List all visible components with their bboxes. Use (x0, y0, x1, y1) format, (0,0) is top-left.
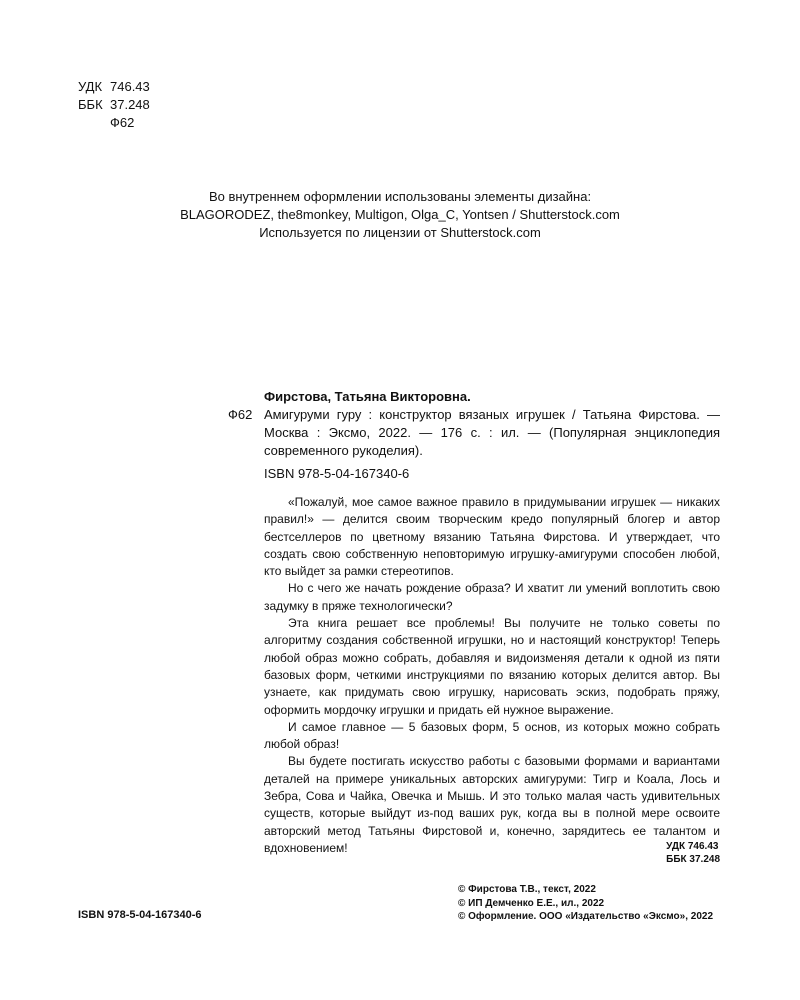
annotation-paragraph: Но с чего же начать рождение образа? И хватит ли умений воплотить свою задумку в пряже технологически? (264, 581, 720, 613)
bbk-value: 37.248 (110, 97, 150, 112)
bbk-label: ББК (78, 97, 103, 112)
author-mark: Ф62 (110, 115, 135, 130)
card-description: Амигуруми гуру : конструктор вязаных игрушек / Татьяна Фирстова. — Москва : Эксмо, 2022. — 176 с. : ил. — (Популярная энциклопедия современного рукоделия). (264, 407, 720, 458)
card-author: Фирстова, Татьяна Викторовна. (264, 389, 471, 404)
copyright-line: © Оформление. ООО «Издательство «Эксмо», 2022 (458, 911, 714, 922)
design-credit (150, 188, 650, 242)
card-body (228, 406, 720, 460)
catalog-card (228, 388, 720, 483)
classification-bottom (666, 840, 720, 866)
annotation-paragraph: Эта книга решает все проблемы! Вы получите не только советы по алгоритму создания собственной игрушки, но и настоящий конструктор! Теперь любой образ можно собрать, добавляя и видоизменяя детали к одной из пяти базовых форм, четкими инструкциями по вязанию которых делится автор. Вы узнаете, как придумать свою игрушку, нарисовать эскиз, подобрать пряжу, оформить мордочку игрушки и придать ей нужное выражение. (264, 616, 720, 717)
udk-value: 746.43 (110, 79, 150, 94)
design-credit-line: Во внутреннем оформлении использованы элементы дизайна: (208, 189, 592, 204)
design-credit-line: Используется по лицензии от Shutterstock.com (259, 225, 541, 240)
annotation (264, 494, 720, 857)
annotation-paragraph: И самое главное — 5 базовых форм, 5 основ, из которых можно собрать любой образ! (264, 719, 720, 752)
udk-row (78, 78, 150, 96)
annotation-paragraph: «Пожалуй, мое самое важное правило в придумывании игрушек — никаких правил!» — делится своим творческим кредо популярный блогер и автор бестселлеров по цветному вязанию Татьяна Фирстова. И утверждает, что создать свою собственную неповторимую игрушку-амигуруми способен любой, кто выйдет за рамки стереотипов. (264, 495, 720, 579)
isbn-bottom: ISBN 978-5-04-167340-6 (78, 909, 202, 921)
udk-bottom: УДК 746.43 (666, 841, 719, 852)
classification-block (78, 78, 150, 132)
annotation-paragraph: Вы будете постигать искусство работы с базовыми формами и вариантами деталей на примере уникальных авторских амигуруми: Тигр и Коала, Лось и Зебра, Сова и Чайка, Овечка и Мышь. И это только малая часть удивительных существ, которые выйдут из-под ваших рук, когда вы в полной мере освоите авторский метод Татьяны Фирстовой и, конечно, зарядитесь ее талантом и вдохновением! (264, 754, 720, 855)
copyright-line: © ИП Демченко Е.Е., ил., 2022 (458, 897, 605, 909)
design-credit-line: BLAGORODEZ, the8monkey, Multigon, Olga_C, Yontsen / Shutterstock.com (180, 207, 620, 222)
bbk-bottom: ББК 37.248 (666, 854, 720, 865)
copyright-line: © Фирстова Т.В., текст, 2022 (458, 884, 596, 895)
copyright-block (458, 883, 713, 924)
udk-label: УДК (78, 79, 103, 94)
bbk-row (78, 96, 150, 114)
card-code: Ф62 (228, 407, 253, 422)
card-isbn: ISBN 978-5-04-167340-6 (264, 466, 410, 481)
